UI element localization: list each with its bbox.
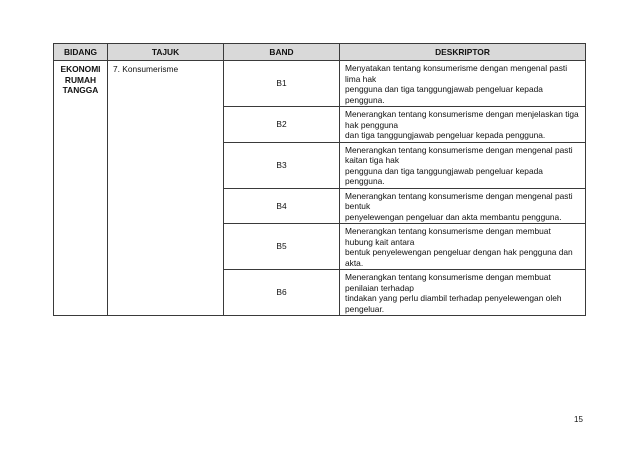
deskriptor-cell: [340, 142, 586, 188]
deskriptor-line: Menyatakan tentang konsumerisme dengan mengenal pasti lima hak: [345, 63, 568, 84]
band-cell: B6: [224, 270, 340, 316]
bidang-line: TANGGA: [62, 85, 99, 95]
deskriptor-cell: [340, 224, 586, 270]
band-cell: B4: [224, 188, 340, 224]
deskriptor-line: Menerangkan tentang konsumerisme dengan menjelaskan tiga hak pengguna: [345, 109, 579, 130]
header-bidang: BIDANG: [54, 44, 108, 61]
deskriptor-line: Menerangkan tentang konsumerisme dengan membuat penilaian terhadap: [345, 272, 551, 293]
header-band: BAND: [224, 44, 340, 61]
bidang-line: RUMAH: [64, 74, 97, 85]
page-number: 15: [574, 415, 583, 424]
deskriptor-cell: [340, 61, 586, 107]
deskriptor-line: dan tiga tanggungjawab pengeluar kepada pengguna.: [345, 130, 546, 140]
deskriptor-line: bentuk penyelewengan pengeluar dengan hak pengguna dan akta.: [345, 247, 573, 268]
tajuk-text: 7. Konsumerisme: [113, 64, 179, 74]
rubric-table: [53, 43, 586, 316]
deskriptor-line: tindakan yang perlu diambil terhadap penyelewengan oleh pengeluar.: [345, 293, 562, 314]
bidang-line: EKONOMI: [60, 64, 101, 74]
table-header: [54, 44, 586, 61]
table-row: [54, 61, 586, 107]
deskriptor-cell: [340, 270, 586, 316]
deskriptor-line: Menerangkan tentang konsumerisme dengan mengenal pasti kaitan tiga hak: [345, 144, 573, 165]
header-row: [54, 44, 586, 61]
header-deskriptor: DESKRIPTOR: [340, 44, 586, 61]
table-body: [54, 61, 586, 316]
band-cell: B5: [224, 224, 340, 270]
bidang-cell: [54, 61, 108, 316]
band-cell: B2: [224, 107, 340, 143]
band-cell: B3: [224, 142, 340, 188]
deskriptor-cell: [340, 107, 586, 143]
header-tajuk: TAJUK: [108, 44, 224, 61]
tajuk-cell: [108, 61, 224, 316]
deskriptor-line: pengguna dan tiga tanggungjawab pengeluar kepada pengguna.: [345, 165, 543, 186]
band-cell: B1: [224, 61, 340, 107]
deskriptor-cell: [340, 188, 586, 224]
deskriptor-line: pengguna dan tiga tanggungjawab pengeluar kepada pengguna.: [345, 84, 543, 105]
deskriptor-line: penyelewengan pengeluar dan akta membantu pengguna.: [345, 211, 562, 222]
deskriptor-line: Menerangkan tentang konsumerisme dengan mengenal pasti bentuk: [345, 190, 573, 211]
deskriptor-line: Menerangkan tentang konsumerisme dengan membuat hubung kait antara: [345, 226, 551, 247]
